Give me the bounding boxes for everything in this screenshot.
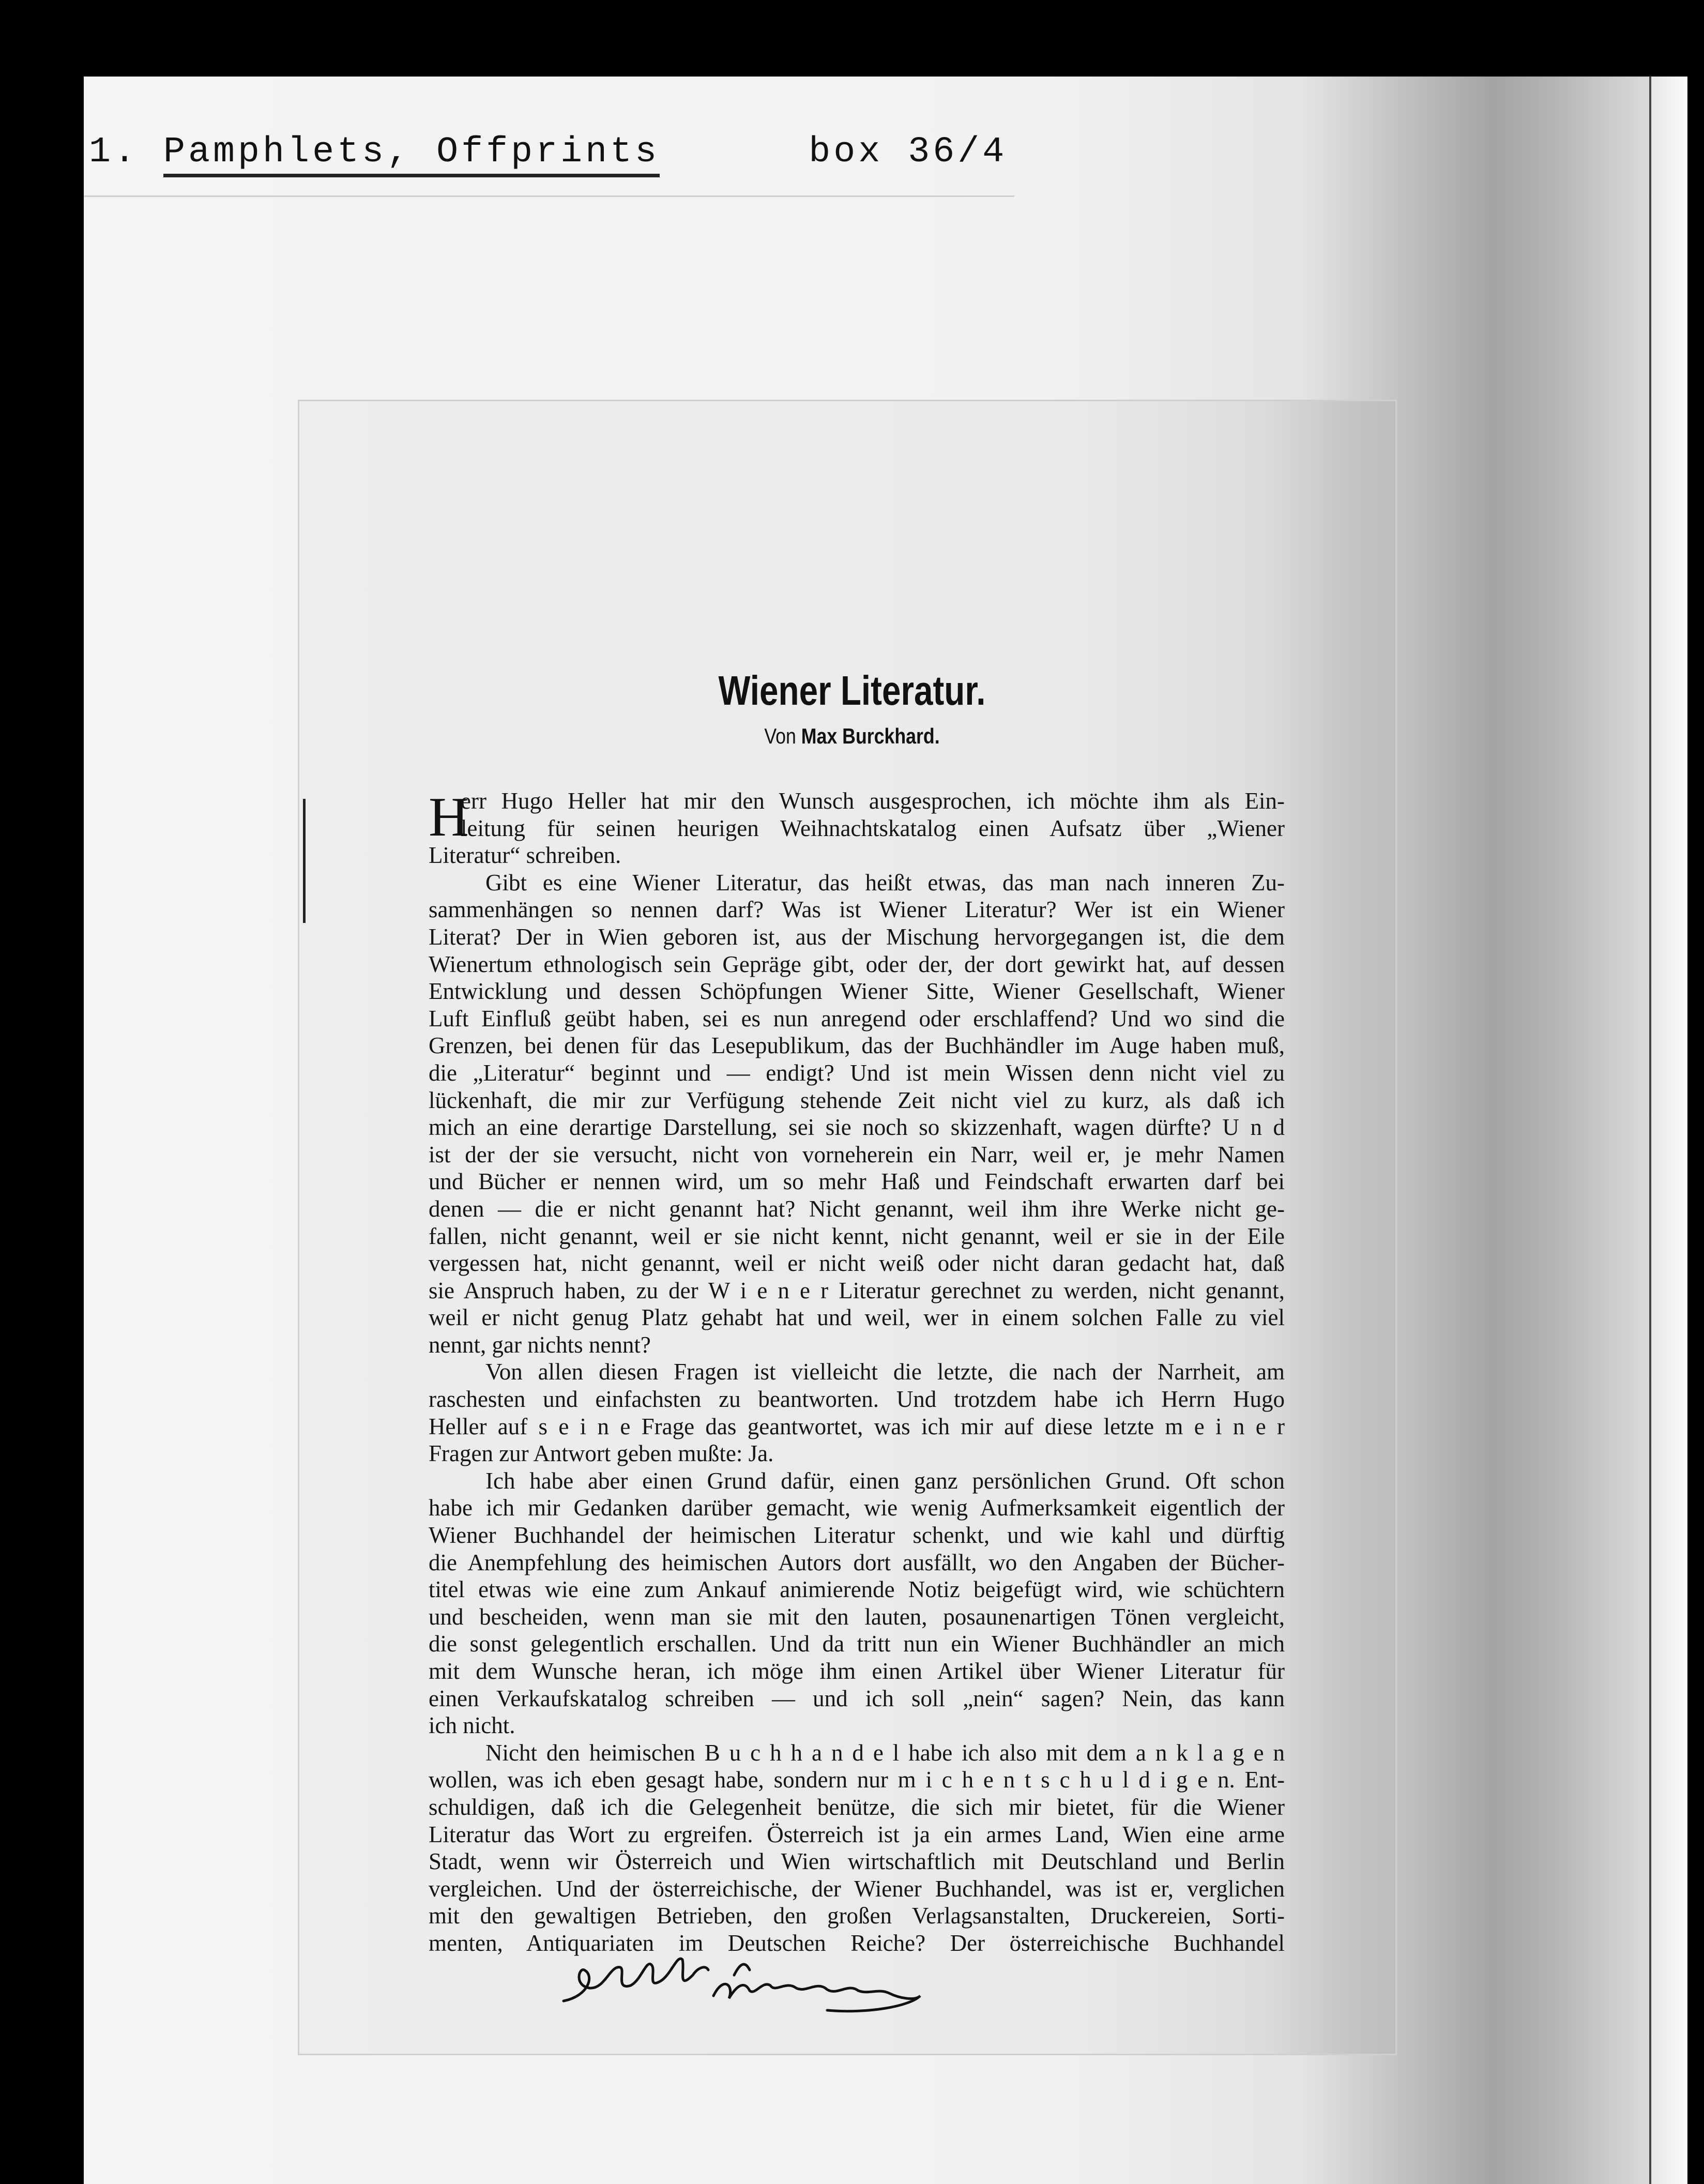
label-number: 1. [89,132,139,173]
text-line: Gibt es eine Wiener Literatur, das heißt etwas, das man nach inneren Zu- [485,869,1285,896]
text-line: denen — die er nicht genannt hat? Nicht genannt, weil ihm ihre Werke nicht ge- [429,1195,1285,1222]
text-line: fallen, nicht genannt, weil er sie nicht kennt, nicht genannt, weil er sie in der Eile [429,1223,1285,1249]
text-line: nennt, gar nichts nennt? [429,1331,651,1358]
text-line: mit dem Wunsche heran, ich möge ihm einen Artikel über Wiener Literatur für [429,1658,1285,1684]
article-byline [128,724,1576,749]
margin-mark [303,799,306,923]
author-name: Max Burckhard. [801,724,940,748]
text-line: Stadt, wenn wir Österreich und Wien wirtschaftlich mit Deutschland und Berlin [429,1848,1285,1875]
text-line: einen Verkaufskatalog schreiben — und ich soll „nein“ sagen? Nein, das kann [429,1685,1285,1711]
text-line: err Hugo Heller hat mir den Wunsch ausgesprochen, ich möchte ihm als Ein- [461,788,1285,814]
text-line: mich an eine derartige Darstellung, sei sie noch so skizzenhaft, wagen dürfte? U n d [429,1114,1285,1141]
text-line: ich nicht. [429,1712,515,1739]
text-line: die „Literatur“ beginnt und — endigt? Und ist mein Wissen denn nicht viel zu [429,1059,1285,1086]
text-line: Fragen zur Antwort geben mußte: Ja. [429,1440,774,1467]
text-line: menten, Antiquariaten im Deutschen Reiche? Der österreichische Buchhandel [429,1930,1285,1956]
text-line: Literat? Der in Wien geboren ist, aus der Mischung hervorgegangen ist, die dem [429,923,1285,950]
text-line: leitung für seinen heurigen Weihnachtskatalog einen Aufsatz über „Wiener [461,815,1285,841]
byline-prefix: Von [764,724,796,748]
text-line: die Anempfehlung des heimischen Autors dort ausfällt, wo den Angaben der Bücher- [429,1549,1285,1575]
text-line: Literatur“ schreiben. [429,842,621,869]
text-line: Ich habe aber einen Grund dafür, einen ganz persönlichen Grund. Oft schon [485,1467,1285,1494]
label-box: box 36/4 [809,132,1008,173]
text-line: und Bücher er nennen wird, um so mehr Haß und Feindschaft erwarten darf bei [429,1169,1285,1195]
text-line: sie Anspruch haben, zu der W i e n e r Literatur gerechnet zu werden, nicht genannt, [429,1277,1285,1303]
text-line: Heller auf s e i n e Frage das geantwortet, was ich mir auf diese letzte m e i n e r [429,1413,1285,1439]
text-line: habe ich mir Gedanken darüber gemacht, wie wenig Aufmerksamkeit eigentlich der [429,1495,1285,1521]
article-body [429,787,1285,1957]
handwritten-signature [558,1944,951,2016]
text-line: Von allen diesen Fragen ist vielleicht die letzte, die nach der Narrheit, am [485,1359,1285,1385]
sheet-edge [1649,77,1687,2184]
text-line: Wienertum ethnologisch sein Gepräge gibt, oder der, der dort gewirkt hat, auf dessen [429,951,1285,977]
text-line: Grenzen, bei denen für das Lesepublikum, das der Buchhändler im Auge haben muß, [429,1033,1285,1059]
header-divider [84,195,1014,197]
text-line: Wiener Buchhandel der heimischen Literatur schenkt, und wie kahl und dürftig [429,1522,1285,1549]
drop-cap: H [429,786,469,848]
text-line: Luft Einfluß geübt haben, sei es nun anregend oder erschlaffend? Und wo sind die [429,1005,1285,1032]
text-line: raschesten und einfachsten zu beantworten. Und trotzdem habe ich Herrn Hugo [429,1386,1285,1413]
article-title: Wiener Literatur. [718,668,986,714]
text-line: die sonst gelegentlich erschallen. Und da tritt nun ein Wiener Buchhändler an mich [429,1631,1285,1657]
text-line: wollen, was ich eben gesagt habe, sondern nur m i c h e n t s c h u l d i g e n. Ent- [429,1767,1285,1793]
text-line: Entwicklung und dessen Schöpfungen Wiener Sitte, Wiener Gesellschaft, Wiener [429,978,1285,1005]
text-line: vergleichen. Und der österreichische, der Wiener Buchhandel, was ist er, verglichen [429,1875,1285,1902]
text-line: Literatur das Wort zu ergreifen. Österreich ist ja ein armes Land, Wien eine arme [429,1821,1285,1847]
text-line: weil er nicht genug Platz gehabt hat und weil, wer in einem solchen Falle zu viel [429,1305,1285,1331]
text-line: und bescheiden, wenn man sie mit den lauten, posaunenartigen Tönen vergleicht, [429,1603,1285,1630]
text-line: ist der der sie versucht, nicht von vorneherein ein Narr, weil er, je mehr Namen [429,1141,1285,1167]
text-line: titel etwas wie eine zum Ankauf animierende Notiz beigefügt wird, wie schüchtern [429,1576,1285,1603]
text-line: lückenhaft, die mir zur Verfügung stehende Zeit nicht viel zu kurz, als daß ich [429,1087,1285,1113]
archive-label [89,132,1007,173]
text-line: schuldigen, daß ich die Gelegenheit benütze, die sich mir bietet, für die Wiener [429,1794,1285,1820]
text-line: sammenhängen so nennen darf? Was ist Wiener Literatur? Wer ist ein Wiener [429,897,1285,923]
text-line: vergessen hat, nicht genannt, weil er nicht weiß oder nicht daran gedacht hat, daß [429,1250,1285,1277]
text-line: Nicht den heimischen B u c h h a n d e l habe ich also mit dem a n k l a g e n [485,1739,1285,1766]
text-line: mit den gewaltigen Betrieben, den großen Verlagsanstalten, Druckereien, Sorti- [429,1903,1285,1929]
label-series: Pamphlets, Offprints [163,132,660,177]
